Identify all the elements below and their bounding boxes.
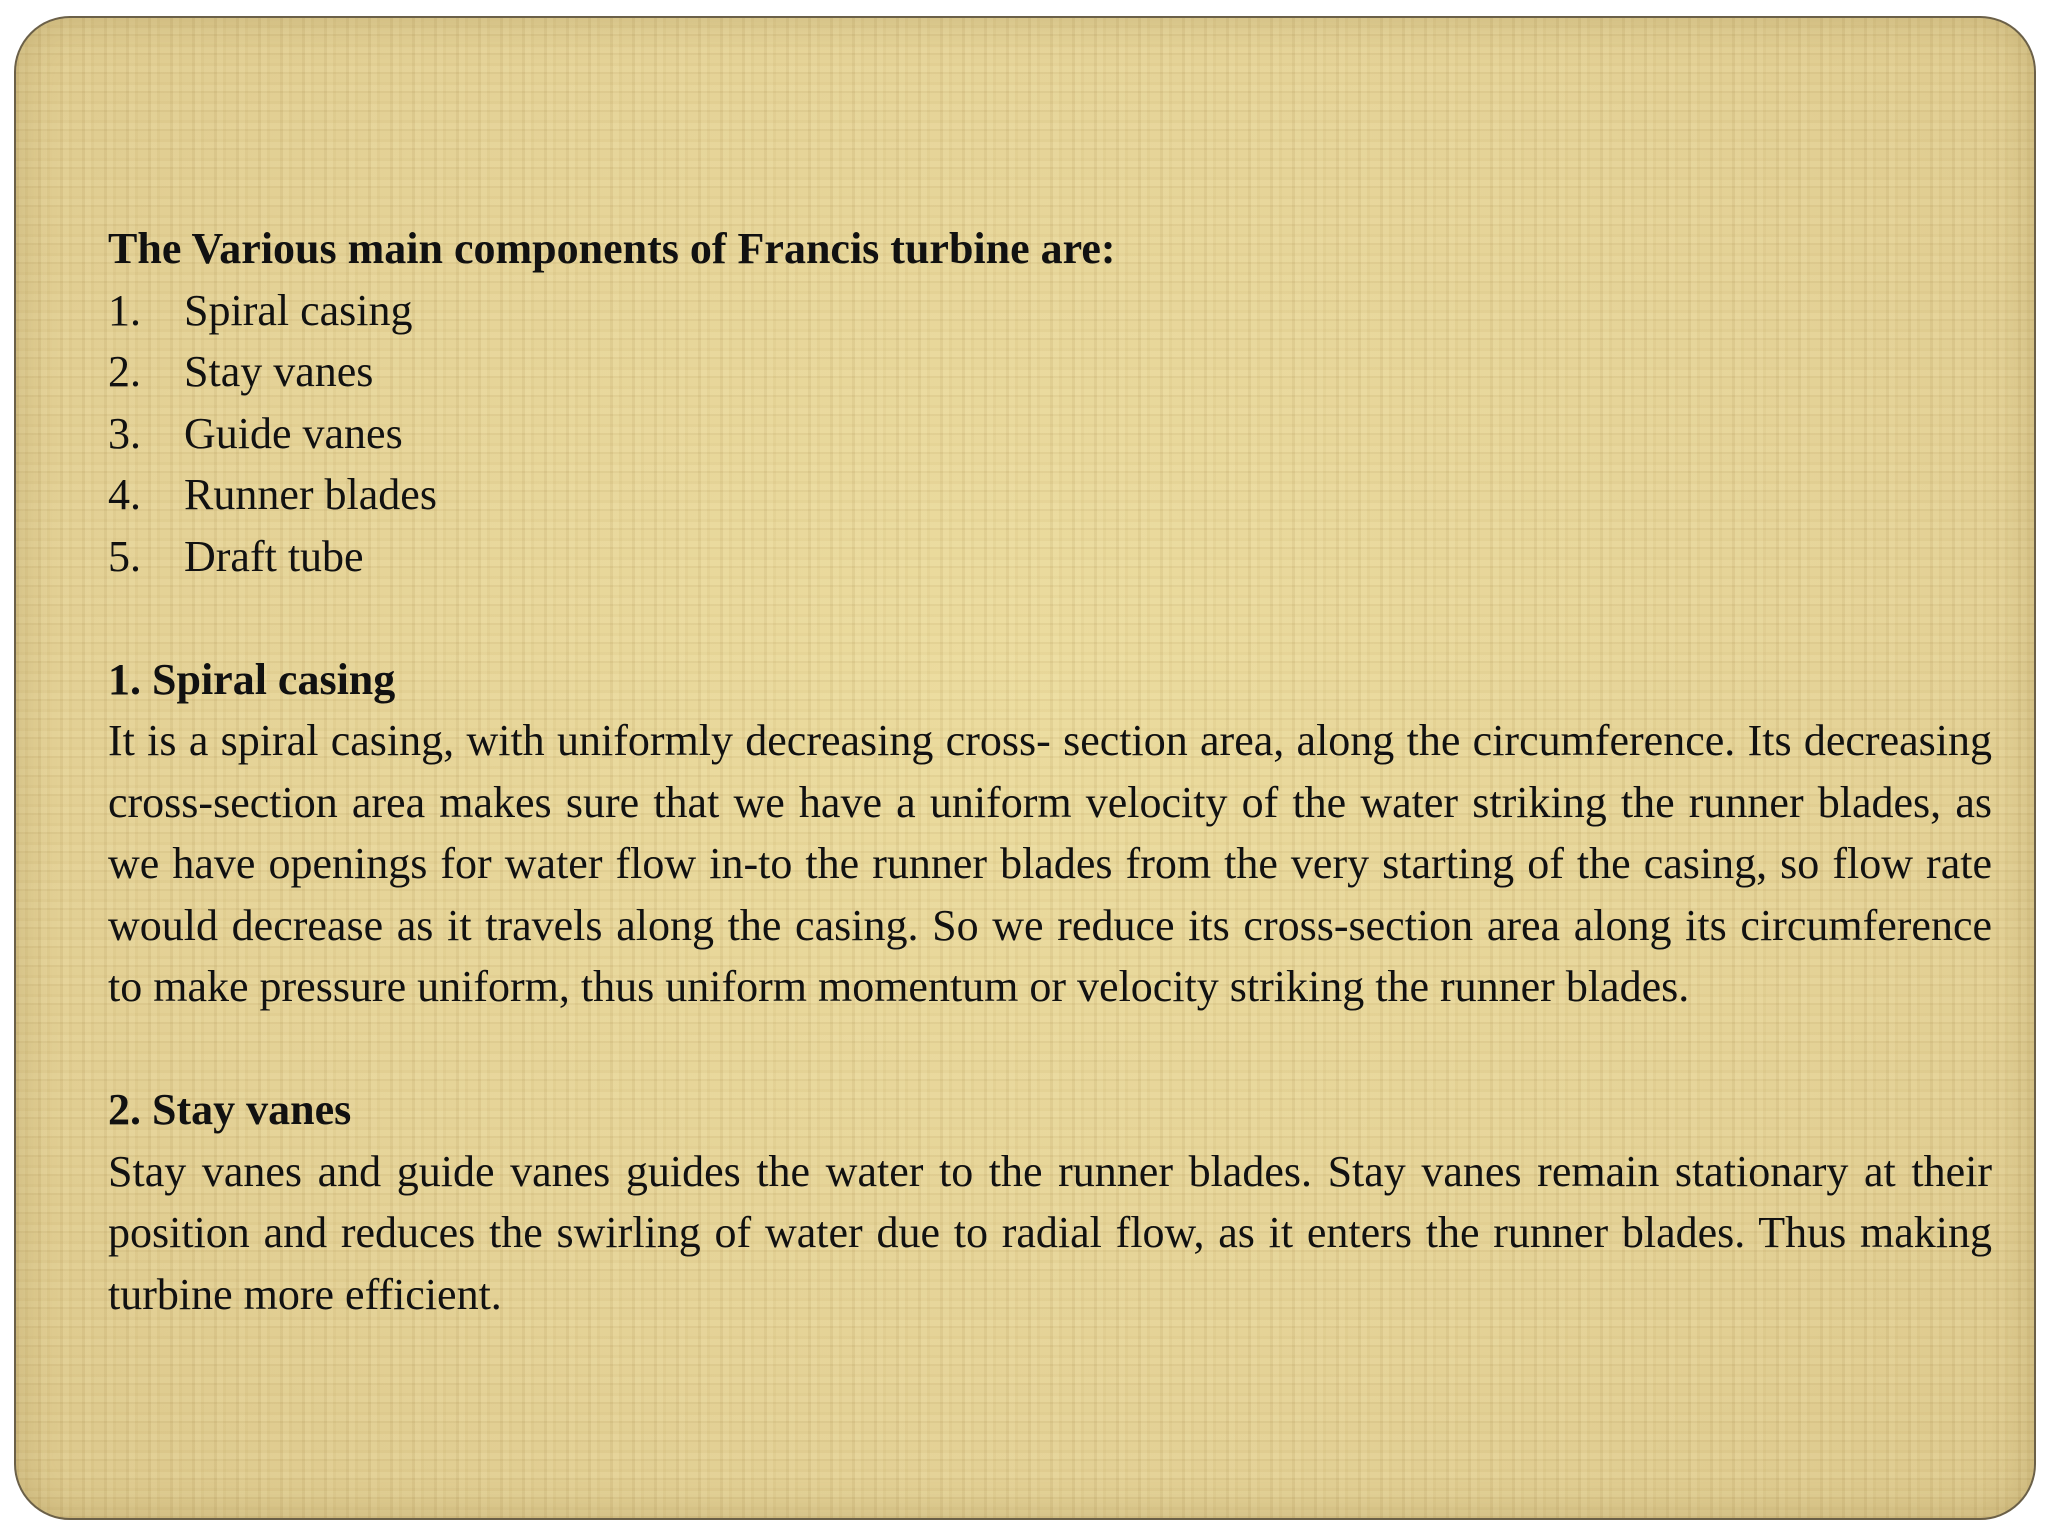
- list-item-label: Spiral casing: [184, 285, 413, 335]
- section-heading-stay-vanes: 2. Stay vanes: [108, 1085, 352, 1134]
- list-item-label: Guide vanes: [184, 408, 403, 458]
- section-body-spiral-casing: It is a spiral casing, with uniformly decreasing cross- section area, along the circumference. Its decreasing cross-section area makes sure that we have a uniform velocity of the water striking the runner blades, as we have openings for water flow in-to the runner blades from the very starting of the casing, so flow rate would decrease as it travels along the casing. So we reduce its cross-section area along its circumference to make pressure uniform, thus uniform momentum or velocity striking the runner blades.: [108, 716, 1992, 1011]
- slide: [14, 16, 2036, 1520]
- components-heading: The Various main components of Francis turbine are:: [108, 224, 1116, 273]
- list-item: [108, 526, 1992, 588]
- spacer: [108, 1018, 1992, 1080]
- list-item: [108, 280, 1992, 342]
- list-item-number: 2.: [108, 347, 141, 396]
- slide-content: [108, 218, 1992, 1325]
- list-item-number: 1.: [108, 285, 141, 335]
- list-item: [108, 341, 1992, 403]
- list-item-label: Runner blades: [184, 470, 437, 519]
- list-item: [108, 464, 1992, 526]
- section-body-stay-vanes: Stay vanes and guide vanes guides the water to the runner blades. Stay vanes remain stationary at their position and reduces the swirling of water due to radial flow, as it enters the runner blades. Thus making turbine more efficient.: [108, 1146, 1992, 1319]
- list-item-label: Stay vanes: [184, 347, 374, 396]
- section-heading-spiral-casing: 1. Spiral casing: [108, 654, 396, 704]
- list-item-number: 3.: [108, 408, 141, 458]
- list-item-label: Draft tube: [184, 531, 364, 581]
- spacer: [108, 587, 1992, 649]
- components-list: [108, 280, 1992, 588]
- list-item-number: 4.: [108, 470, 141, 519]
- list-item-number: 5.: [108, 531, 141, 581]
- list-item: [108, 403, 1992, 465]
